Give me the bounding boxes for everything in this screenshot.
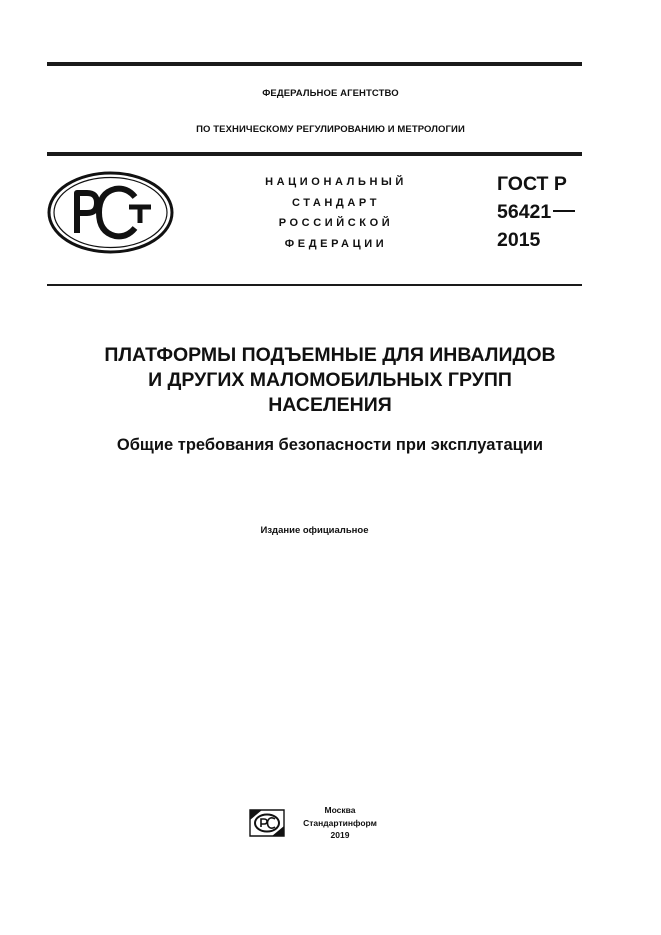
document-title <box>30 343 630 418</box>
designation-number: 56421 <box>497 201 552 223</box>
publisher-city: Москва <box>324 805 356 815</box>
title-line2: И ДРУГИХ МАЛОМОБИЛЬНЫХ ГРУПП <box>148 369 512 391</box>
standartinform-logo-icon <box>248 808 286 838</box>
rst-certification-logo-icon <box>47 171 174 254</box>
bottom-rule <box>47 284 582 286</box>
national-standard-label <box>236 172 436 254</box>
publisher-block <box>295 804 385 842</box>
national-standard-line3: РОССИЙСКОЙ <box>278 217 394 229</box>
designation-prefix: ГОСТ Р <box>497 173 567 195</box>
designation-number-row <box>497 198 575 226</box>
national-standard-line4: ФЕДЕРАЦИИ <box>284 237 388 250</box>
title-line1: ПЛАТФОРМЫ ПОДЪЕМНЫЕ ДЛЯ ИНВАЛИДОВ <box>104 344 556 366</box>
title-line3: НАСЕЛЕНИЯ <box>268 394 392 416</box>
publisher-name: Стандартинформ <box>303 817 377 828</box>
document-subtitle: Общие требования безопасности при эксплуатации <box>116 436 544 454</box>
edition-note: Издание официальное <box>260 525 369 536</box>
national-standard-line1: НАЦИОНАЛЬНЫЙ <box>265 176 407 188</box>
header-rule <box>47 152 582 156</box>
standard-designation <box>497 170 575 254</box>
top-rule <box>47 62 582 66</box>
designation-year: 2015 <box>497 229 541 251</box>
designation-dash <box>553 210 575 212</box>
agency-name-line2: ПО ТЕХНИЧЕСКОМУ РЕГУЛИРОВАНИЮ И МЕТРОЛОГИИ <box>196 124 465 135</box>
agency-name-line1: ФЕДЕРАЛЬНОЕ АГЕНТСТВО <box>262 88 399 99</box>
national-standard-line2: СТАНДАРТ <box>291 196 381 209</box>
publisher-year: 2019 <box>330 830 350 840</box>
